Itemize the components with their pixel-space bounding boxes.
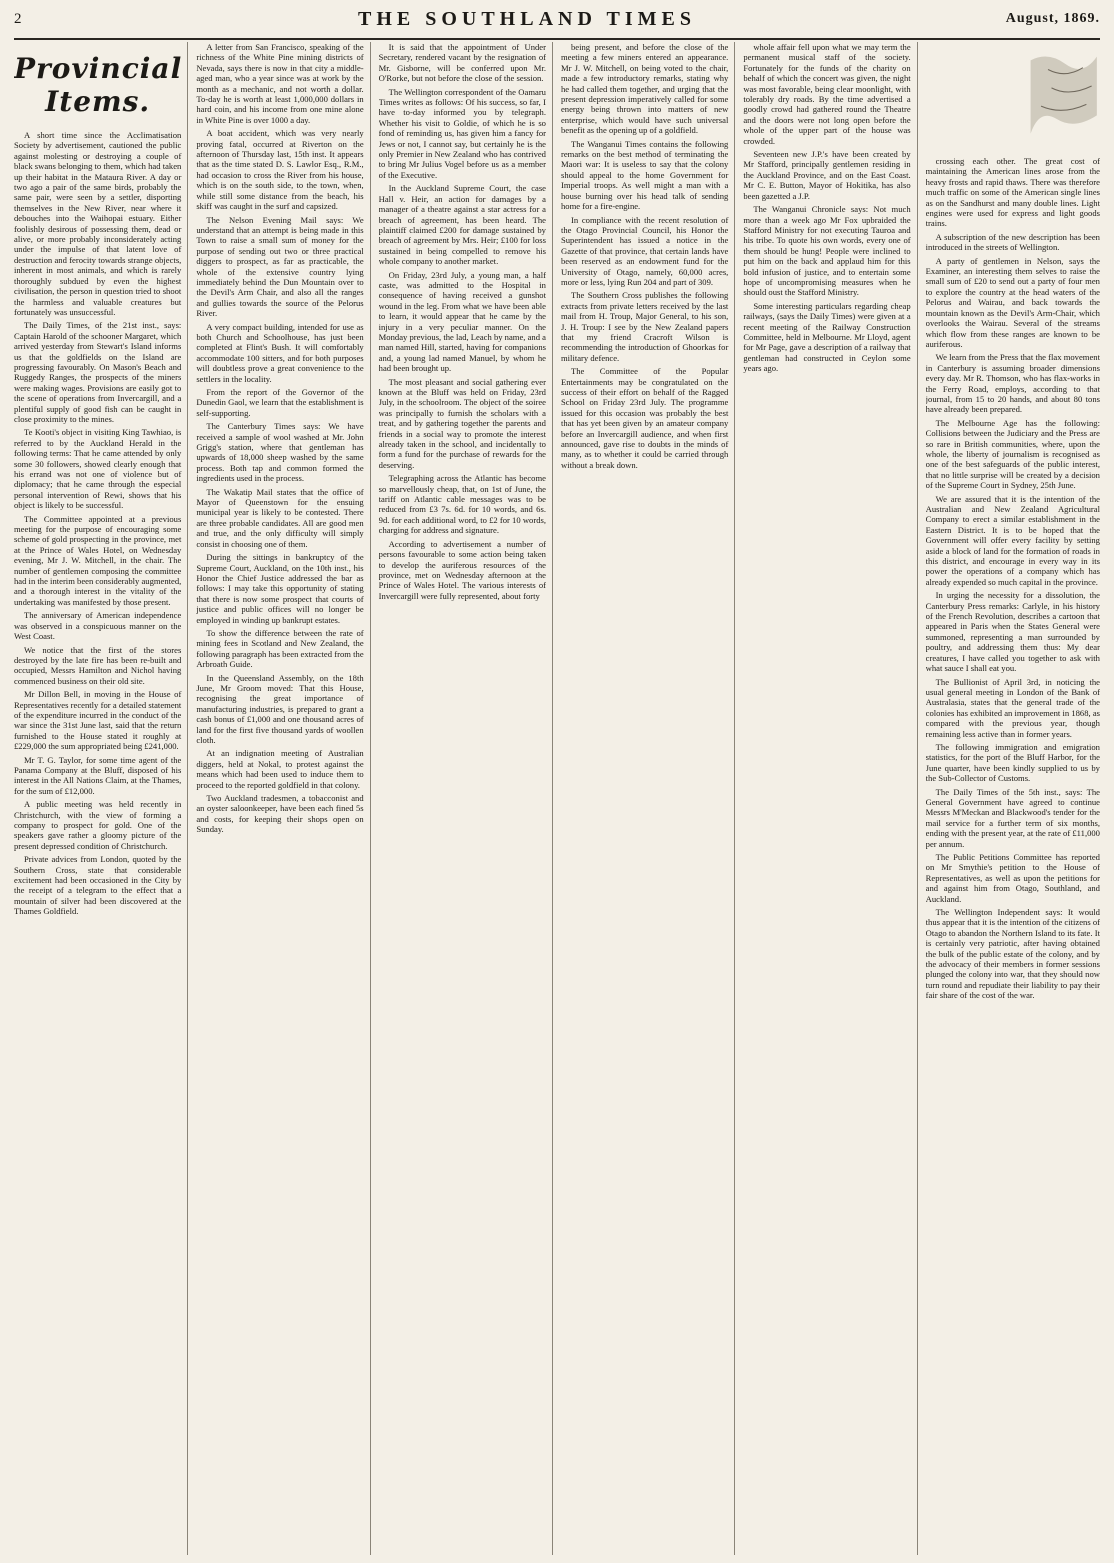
column-2 [196, 42, 370, 1555]
paragraph: We notice that the first of the stores destroyed by the late fire has been re-built and occupied, Messrs Hamilton and Nichol having commenced business on their old site. [14, 644, 182, 686]
paragraph: A short time since the Acclimatisation Society by advertisement, cautioned the public against molesting or destroying a couple of black swans belonging to them, which had taken up their habitat in the Mataura River. A day or two ago a pair of the same birds, probably the same pair, were seen by a settler, disporting themselves in the New River, near where it debouches into the Waihopai estuary. Either foolishly desirous of possessing them, dead or alive, or more probably inconsiderately acting under the impulse of that latent love of destruction and ferocity towards strange objects, inherent in most animals, and which is rarely thoroughly subdued by even the highest civilisation, the person in question tried to shoot the harmless and valuable creatures but fortunately was unsuccessful. [14, 130, 182, 317]
paragraph: Te Kooti's object in visiting King Tawhiao, is referred to by the Auckland Herald in the following terms: That he came attended by only some 30 followers, showed clearly enough that his errand was not one of violence but of diplomacy; that he came through the especial personal intervention of Rewi, shows that his object is likely to be successful. [14, 427, 182, 511]
paragraph: The Wellington Independent says: It would thus appear that it is the intention of the citizens of Otago to abandon the Northern Island to its fate. It is certainly very patriotic, after having obtained the bulk of the public estate of the colony, and by the advocacy of their members in former sessions plunged the colony into war, that they should now turn round and repudiate their liability to pay their fair share of the cost of the war. [925, 907, 1100, 1001]
paragraph: At an indignation meeting of Australian diggers, held at Nokal, to protest against the means which had been used to induce them to proceed to the reported goldfield in that colony. [196, 748, 364, 790]
column-body [14, 130, 181, 917]
paragraph: crossing each other. The great cost of maintaining the American lines arose from the heavy frosts and rapid thaws. There was therefore much traffic on some of the American single lines as on the Sandhurst and many double lines. Light engines were used for express and light goods trains. [925, 156, 1100, 229]
column-6 [926, 42, 1100, 1555]
column-body [743, 42, 910, 374]
paragraph: Private advices from London, quoted by the Southern Cross, state that considerable excitement had been occasioned in the City by the receipt of a telegram to the effect that a mountain of silver had been discovered at the Thames Goldfield. [14, 854, 182, 917]
paragraph: The Wanganui Chronicle says: Not much more than a week ago Mr Fox upbraided the Stafford Ministry for not executing Tauroa and his tribe. To quote his own words, every one of them should be hung! People were inclined to put him on the back and applaud him for this bold infusion of justice, and to entertain some hope of uncompromising measures when he should oust the Stafford Ministry. [743, 204, 911, 298]
paragraph: On Friday, 23rd July, a young man, a half caste, was admitted to the Hospital in consequence of having received a gunshot wound in the leg. From what we have been able to learn, it would appear that he came by the injury in a very peculiar manner. On the Monday previous, the lad, Leach by name, and a man named Hill, started, having for companions and, a young lad named Manuel, by whom he had been brought up. [378, 269, 546, 374]
paragraph: A subscription of the new description has been introduced in the streets of Wellington. [925, 231, 1100, 253]
paragraph: The Canterbury Times says: We have received a sample of wool washed at Mr. John Grigg's station, where that gentleman has upwards of 18,000 sheep washed by the same process. Both tap and common formed the ingredients used in the process. [196, 421, 364, 484]
article-columns [14, 42, 1100, 1555]
paragraph: whole affair fell upon what we may term the permanent musical staff of the society. Fortunately for the funds of the charity on behalf of which the concert was given, the night was most favorable, being clear moonlight, with tolerably dry roads. By the time advertised a goodly crowd had gathered round the Theatre and the doors were not long open before the whole of the upper part of the house was crowded. [743, 42, 911, 146]
paragraph: According to advertisement a number of persons favourable to some action being taken to develop the auriferous resources of the province, met on Wednesday afternoon at the Prince of Wales Hotel. The various interests of Invercargill were fully represented, about forty [378, 538, 546, 601]
paragraph: During the sittings in bankruptcy of the Supreme Court, Auckland, on the 10th inst., his Honor the Chief Justice addressed the bar as follows: I may take this opportunity of stating that there is now some prospect that courts of justice and public offices will no longer be employed in winding up bankrupt estates. [196, 552, 364, 625]
column-body [196, 42, 363, 835]
paragraph: The Bullionist of April 3rd, in noticing the usual general meeting in London of the Bank of Australasia, states that the general trade of the colonies has exhibited an improvement in 1868, as compared with the previous year, though remaining less active than in former years. [925, 676, 1100, 739]
paragraph: The following immigration and emigration statistics, for the port of the Bluff Harbor, for the June quarter, have been kindly supplied to us by the Sub-Collector of Customs. [925, 741, 1100, 784]
paragraph: It is said that the appointment of Under Secretary, rendered vacant by the resignation of Mr. Gisborne, will be conferred upon Mr. O'Rorke, but not before the close of the session. [378, 42, 546, 84]
paragraph: We are assured that it is the intention of the Australian and New Zealand Agricultural Company to erect a similar establishment in the Eastern District. It is to be hoped that the Government will offer every facility by setting aside a block of land for the formation of roads in this district, and encourage in every way in its power the operations of a company which has already expended so much capital in the province. [925, 493, 1100, 587]
paragraph: being present, and before the close of the meeting a few miners entered an appearance. Mr J. W. Mitchell, on being voted to the chair, made a few introductory remarks, stating why he had called them together, and urging that the present depression imperatively called for some energy being thrown into matters of new enterprise, which would have such universal benefit as the opening up of a goldfield. [560, 42, 729, 136]
newspaper-title: THE SOUTHLAND TIMES [357, 7, 697, 30]
paragraph: Mr Dillon Bell, in moving in the House of Representatives recently for a detailed statement of the expenditure incurred in the conduct of the war since the 31st June last, said that the return furnished to the House stated it roughly at £229,000 the sum appropriated being £241,000. [14, 689, 182, 752]
column-1 [14, 42, 188, 1555]
section-heading: Provincial Items. [14, 52, 183, 118]
paragraph: In the Auckland Supreme Court, the case Hall v. Heir, an action for damages by a manager of a theatre against a star actress for a breach of agreement, has been heard. The plaintiff claimed £200 for damage sustained by breach of agreement by Mrs. Heir; £100 for loss sustained in being compelled to remove his whole company to another market. [378, 183, 546, 267]
column-body [926, 156, 1100, 1001]
paragraph: The Wakatip Mail states that the office of Mayor of Queenstown for the ensuing municipal year is likely to be contested. There are three probable candidates. All are good men and true, and the only difficulty will simply consist in choosing one of them. [196, 486, 364, 549]
paragraph: We learn from the Press that the flax movement in Canterbury is assuming broader dimensions every day. Mr R. Thomson, who has flax-works in the Ferry Road, employs, according to that journal, from 15 to 20 hands, and about 80 tons have already been prepared. [925, 352, 1100, 415]
paragraph: A boat accident, which was very nearly proving fatal, occurred at Riverton on the afternoon of Thursday last, 15th inst. It appears that as the time stated D. S. Lawlor Esq., R.M., had occasion to cross the River from his house, which is on the south side, to the town, when, while still some distance from the beach, his skiff was caught in the surf and capsized. [196, 128, 364, 212]
ink-sketch [926, 42, 1100, 152]
paragraph: To show the difference between the rate of mining fees in Scotland and New Zealand, the following paragraph has been extracted from the Arbroath Guide. [196, 627, 364, 670]
paragraph: The Southern Cross publishes the following extracts from private letters received by the last mail from H. Troup, Major General, to his son, J. H. Troup: I see by the New Zealand papers that my friend Cracroft Wilson is recommending the introduction of Ghoorkas for military defence. [560, 290, 729, 363]
issue-date: August, 1869. [1005, 11, 1100, 26]
paragraph: The anniversary of American independence was observed in a conspicuous manner on the West Coast. [14, 610, 182, 642]
masthead [14, 0, 1100, 40]
paragraph: A public meeting was held recently in Christchurch, with the view of forming a company to prospect for gold. One of the speakers gave rather a gloomy picture of the present depressed condition of Christchurch. [14, 799, 182, 851]
paragraph: The Wellington correspondent of the Oamaru Times writes as follows: Of his success, so far, I have to-day informed you by telegraph. Whether his visit to Goldie, of which he is so fond of reminding us, has given him a fancy for Jews or not, I cannot say, but certainly he is the only Premier in New Zealand who has contrived to bring Mr Julius Vogel before us as a member of the Executive. [378, 86, 546, 180]
paragraph: The Nelson Evening Mail says: We understand that an attempt is being made in this Town to raise a small sum of money for the purpose of sending out two or three practical diggers to prospect, as far as practicable, the whole of the extensive country lying immediately behind the Dun Mountain over to the Devil's Arm Chair, and also all the ranges and gullies towards the source of the Pelorus River. [196, 214, 364, 319]
paragraph: A party of gentlemen in Nelson, says the Examiner, an interesting them selves to raise the small sum of £20 to send out a party of four men to explore the country at the head waters of the Pelorus and Wairau, and back towards the mountain known as the Devil's Arm-Chair, which overlooks the Wairau. Several of the streams which flow from these ranges are known to be auriferous. [925, 255, 1100, 349]
column-body [561, 42, 728, 470]
column-3 [379, 42, 553, 1555]
paragraph: The Wanganui Times contains the following remarks on the best method of terminating the Maori war: It is useless to say that the colony should appeal to the home Government for Imperial troops. As well might a man with a house burning over his head talk of sending home for a fire-engine. [560, 138, 729, 212]
paragraph: Telegraphing across the Atlantic has become so marvellously cheap, that, on 1st of June, the tariff on Atlantic cable messages was to be reduced from £3 7s. 6d. for 10 words, and 6s. 9d. for each additional word, to £2 for 10 words, charging for address and signature. [378, 473, 546, 536]
paragraph: A very compact building, intended for use as both Church and Schoolhouse, has just been completed at Flint's Bush. It will comfortably accommodate 100 sitters, and for both purposes will doubtless prove a great convenience to the settlers in the locality. [196, 321, 364, 384]
paragraph: The Committee appointed at a previous meeting for the purpose of encouraging some scheme of gold prospecting in the province, met at the Prince of Wales Hotel, on Wednesday evening, Mr J. W. Mitchell, in the chair. The number of gentlemen composing the committee had in the interim been considerably augmented, and a thorough interest in the vitality of the undertaking was manifested by those present. [14, 513, 182, 607]
paragraph: The Melbourne Age has the following: Collisions between the Judiciary and the Press are so rare in British communities, where, upon the whole, the liberty of journalism is recognised as one of the best safeguards of the public interest, that no little surprise will be created by a decision of the Supreme Court in Sydney, 25th June. [925, 417, 1100, 491]
paragraph: The Daily Times of the 5th inst., says: The General Government have agreed to continue Messrs M'Meckan and Blackwood's tender for the mail service for a further term of six months, ending with the present year, at the rate of £11,000 per annum. [925, 786, 1100, 849]
paragraph: The most pleasant and social gathering ever known at the Bluff was held on Friday, 23rd July, in the schoolroom. The object of the soiree was principally to furnish the scholars with a treat, and by gathering together the parents and friends in a social way to promote the interest already taken in the school, and incidentally to form a fund for the purchase of rewards for the deserving. [378, 376, 546, 470]
column-4 [561, 42, 735, 1555]
paragraph: Seventeen new J.P.'s have been created by Mr Stafford, principally gentlemen residing in the Auckland Province, and on the East Coast. Mr C. E. Button, Mayor of Hokitika, has also been gazetted a J.P. [743, 149, 911, 201]
paragraph: Two Auckland tradesmen, a tobacconist and an oyster saloonkeeper, have been each fined 5s and costs, for keeping their shops open on Sunday. [196, 793, 364, 835]
paragraph: In the Queensland Assembly, on the 18th June, Mr Groom moved: That this House, recognising the great importance of manufacturing industries, is prepared to grant a cash bonus of £1,000 and one thousand acres of land for the first five thousand yards of woollen cloth. [196, 672, 364, 745]
column-body [379, 42, 546, 601]
paragraph: In compliance with the recent resolution of the Otago Provincial Council, his Honor the Superintendent has issued a notice in the Gazette of that province, that certain lands have been reserved as an endowment fund for the University of Otago, namely, 60,000 acres, more or less, lying Run 204 and part of 309. [560, 214, 729, 287]
paragraph: Mr T. G. Taylor, for some time agent of the Panama Company at the Bluff, disposed of his interest in the All Nations Claim, at the Thames, for the sum of £12,000. [14, 754, 182, 796]
paragraph: Some interesting particulars regarding cheap railways, (says the Daily Times) were given at a recent meeting of the Railway Construction Committee, held in Melbourne. Mr Lloyd, agent for Mr Page, gave a description of a railway that gentleman had constructed in Ceylon some years ago. [743, 300, 911, 374]
page-number: 2 [14, 10, 22, 27]
column-5 [743, 42, 917, 1555]
paragraph: From the report of the Governor of the Dunedin Gaol, we learn that the establishment is self-supporting. [196, 387, 364, 418]
paragraph: The Public Petitions Committee has reported on Mr Smythie's petition to the House of Representatives, as well as upon the petitions for and against him from Otago, Southland, and Auckland. [925, 852, 1100, 904]
paragraph: The Daily Times, of the 21st inst., says: Captain Harold of the schooner Margaret, which arrived yesterday from Stewart's Island informs us that the goldfields on the Island are progressing favourably. On Mason's Beach and Ruggedy Ranges, the prospects of the miners were making wages. Provisions are easily got to the scene of operations from Invercargill, and a plentiful supply of good fish can be caught in close proximity to the mines. [14, 320, 182, 424]
paragraph: The Committee of the Popular Entertainments may be congratulated on the success of their effort on behalf of the Ragged School on Friday 23rd July. The programme issued for this occasion was probably the best that has yet been given by an amateur company before an Invercargill audience, and when first announced, gave rise to doubts in the minds of many, as to whether it could be carried through without a break down. [560, 366, 729, 470]
paragraph: A letter from San Francisco, speaking of the richness of the White Pine mining districts of Nevada, says there is now in that city a middle-aged man, who a year since was at work by the month as a mechanic, and not worth a dollar. To-day he is worth at least 1,000,000 dollars in hard coin, and his income from one mine alone in White Pine is over 1000 a day. [196, 42, 364, 125]
paragraph: In urging the necessity for a dissolution, the Canterbury Press remarks: Carlyle, in his history of the French Revolution, describes a cartoon that appeared in Paris when the States General were summoned, representing a man surrounded by poultry, and addressing them thus: My dear creatures, I have called you together to ask with what sauce I shall eat you. [925, 590, 1100, 674]
